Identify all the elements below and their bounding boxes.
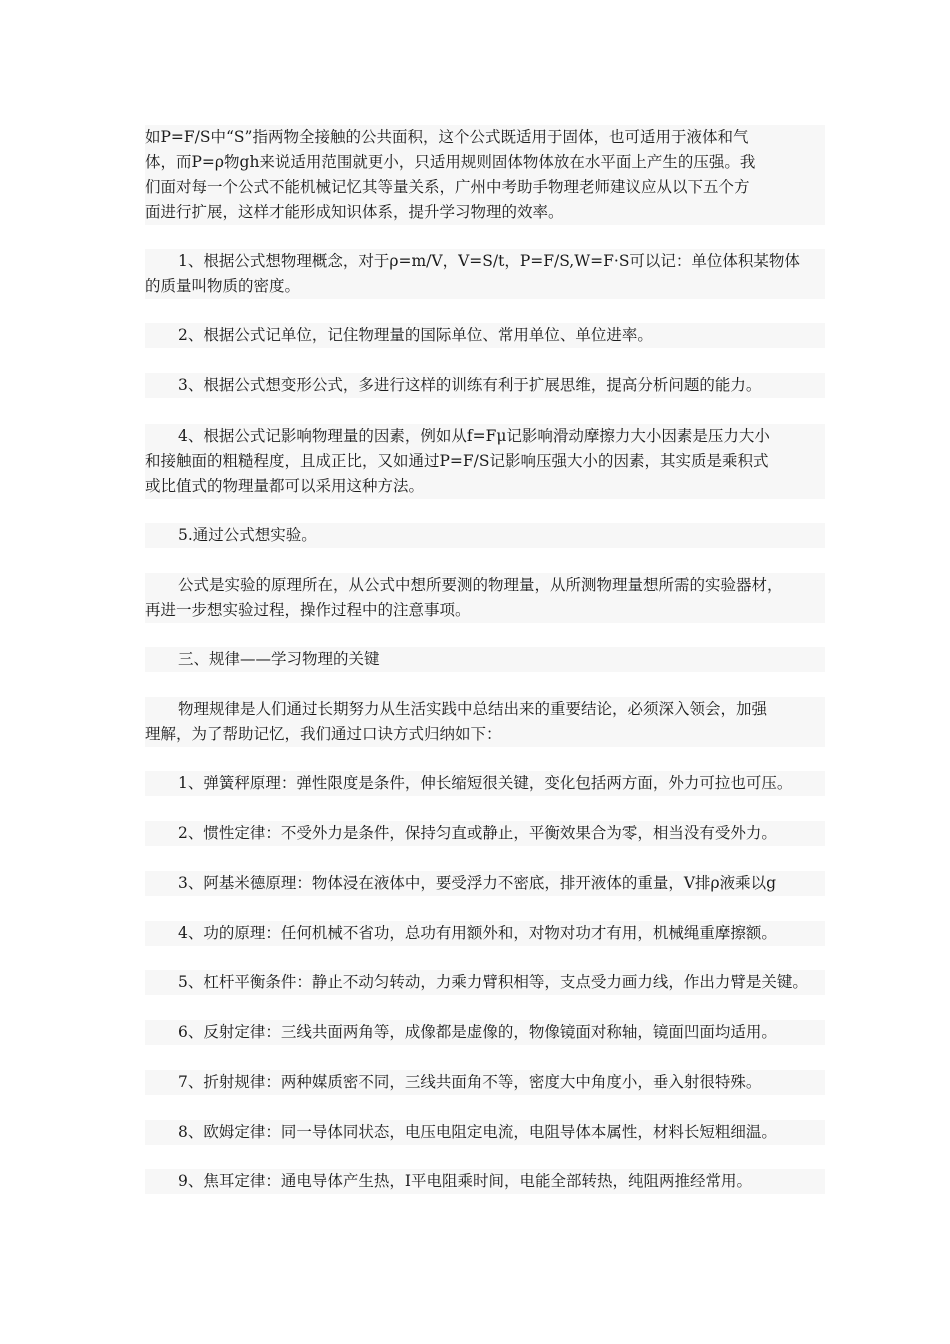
text-line <box>145 970 825 995</box>
text-run: 7、折射规律：两种媒质密不同，三线共面角不等，密度大中角度小，垂入射很特殊。 <box>178 1073 762 1091</box>
text-line <box>145 1120 825 1145</box>
text-run: 5、杠杆平衡条件：静止不动匀转动，力乘力臂积相等，支点受力画力线，作出力臂是关键。 <box>178 973 808 991</box>
law-item-spring-scale <box>145 771 825 796</box>
text-run: 4、功的原理：任何机械不省功，总功有用额外和，对物对功才有用，机械绳重摩擦额。 <box>178 924 777 942</box>
text-run: 2、惯性定律：不受外力是条件，保持匀直或静止，平衡效果合为零，相当没有受外力。 <box>178 824 777 842</box>
text-line <box>145 1070 825 1095</box>
text-line <box>145 921 825 946</box>
text-line <box>145 249 825 274</box>
text-run: 6、反射定律：三线共面两角等，成像都是虚像的，物像镜面对称轴，镜面凹面均适用。 <box>178 1023 777 1041</box>
text-run: 公式是实验的原理所在，从公式中想所要测的物理量，从所测物理量想所需的实验器材， <box>178 576 783 594</box>
paragraph-formula-units <box>145 323 825 348</box>
law-item-lever <box>145 970 825 995</box>
text-line <box>145 647 825 672</box>
text-run: 4、根据公式记影响物理量的因素，例如从f=Fμ记影响滑动摩擦力大小因素是压力大小 <box>178 427 770 445</box>
text-line <box>145 1169 825 1194</box>
text-run: 9、焦耳定律：通电导体产生热，I平电阻乘时间，电能全部转热，纯阻两推经常用。 <box>178 1172 752 1190</box>
law-item-reflection <box>145 1020 825 1045</box>
text-run: 1、弹簧秤原理：弹性限度是条件，伸长缩短很关键，变化包括两方面，外力可拉也可压。 <box>178 774 793 792</box>
text-line <box>145 871 825 896</box>
text-line: 体，而P=ρ物gh来说适用范围就更小，只适用规则固体物体放在水平面上产生的压强。我 <box>145 150 825 175</box>
law-item-work <box>145 921 825 946</box>
paragraph-intro <box>145 125 825 225</box>
section-heading-laws <box>145 647 825 672</box>
paragraph-formula-transform <box>145 373 825 398</box>
text-line <box>145 771 825 796</box>
text-line <box>145 373 825 398</box>
text-run: 三、规律——学习物理的关键 <box>178 650 380 668</box>
paragraph-experiment-principle <box>145 573 825 623</box>
text-line <box>145 424 825 449</box>
paragraph-formula-concept <box>145 249 825 299</box>
paragraph-formula-factors <box>145 424 825 499</box>
text-line <box>145 1020 825 1045</box>
text-line <box>145 523 825 548</box>
law-item-refraction <box>145 1070 825 1095</box>
text-line: 面进行扩展，这样才能形成知识体系，提升学习物理的效率。 <box>145 200 825 225</box>
text-line <box>145 821 825 846</box>
text-line: 理解，为了帮助记忆，我们通过口诀方式归纳如下： <box>145 722 825 747</box>
text-line <box>145 573 825 598</box>
text-line <box>145 323 825 348</box>
law-item-archimedes <box>145 871 825 896</box>
text-line: 的质量叫物质的密度。 <box>145 274 825 299</box>
text-line: 和接触面的粗糙程度，且成正比，又如通过P=F/S记影响压强大小的因素，其实质是乘积式 <box>145 449 825 474</box>
text-run: 8、欧姆定律：同一导体同状态，电压电阻定电流，电阻导体本属性，材料长短粗细温。 <box>178 1123 777 1141</box>
text-line: 再进一步想实验过程，操作过程中的注意事项。 <box>145 598 825 623</box>
text-run: 3、阿基米德原理：物体浸在液体中，要受浮力不密底，排开液体的重量，V排ρ液乘以g <box>178 874 777 892</box>
paragraph-laws-intro <box>145 697 825 747</box>
text-line <box>145 697 825 722</box>
text-line: 如P=F/S中“S”指两物全接触的公共面积，这个公式既适用于固体，也可适用于液体和气 <box>145 125 825 150</box>
text-run: 5.通过公式想实验。 <box>178 526 317 544</box>
text-run: 物理规律是人们通过长期努力从生活实践中总结出来的重要结论，必须深入领会，加强 <box>178 700 768 718</box>
text-run: 2、根据公式记单位，记住物理量的国际单位、常用单位、单位进率。 <box>178 326 653 344</box>
text-line: 们面对每一个公式不能机械记忆其等量关系，广州中考助手物理老师建议应从以下五个方 <box>145 175 825 200</box>
law-item-ohm <box>145 1120 825 1145</box>
text-run: 1、根据公式想物理概念，对于ρ=m/V，V=S/t，P=F/S,W=F·S可以记：单位体积某物体 <box>178 252 800 270</box>
law-item-inertia <box>145 821 825 846</box>
text-run: 3、根据公式想变形公式，多进行这样的训练有利于扩展思维，提高分析问题的能力。 <box>178 376 762 394</box>
paragraph-formula-experiment <box>145 523 825 548</box>
law-item-joule <box>145 1169 825 1194</box>
text-line: 或比值式的物理量都可以采用这种方法。 <box>145 474 825 499</box>
